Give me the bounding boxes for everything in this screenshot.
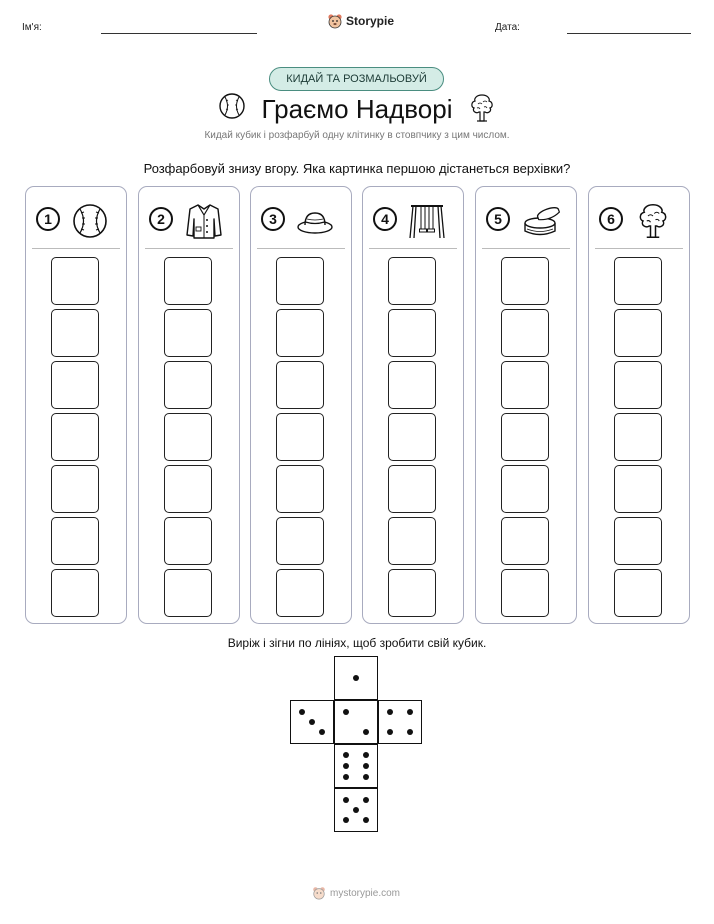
column-number: 1: [36, 207, 60, 231]
coloring-cell[interactable]: [501, 309, 549, 357]
coloring-cell[interactable]: [51, 517, 99, 565]
coloring-cell[interactable]: [51, 569, 99, 617]
coloring-cell[interactable]: [276, 361, 324, 409]
die-face-left: [290, 700, 334, 744]
pip: [363, 797, 369, 803]
coat-icon: [183, 201, 225, 241]
coloring-cell[interactable]: [51, 309, 99, 357]
column-number: 4: [373, 207, 397, 231]
column-6: [588, 186, 690, 624]
coloring-cell[interactable]: [164, 361, 212, 409]
instruction: Розфарбовуй знизу вгору. Яка картинка першою дістанеться верхівки?: [143, 161, 571, 176]
coloring-cell[interactable]: [51, 257, 99, 305]
die-face-top: [334, 656, 378, 700]
coloring-cell[interactable]: [501, 257, 549, 305]
baseball-icon: [70, 201, 110, 241]
coloring-cell[interactable]: [164, 309, 212, 357]
pip: [363, 817, 369, 823]
coloring-cell[interactable]: [388, 465, 436, 513]
coloring-cell[interactable]: [501, 517, 549, 565]
pip: [343, 709, 349, 715]
cut-instruction: Виріж і зігни по лініях, щоб зробити свій кубик.: [227, 636, 487, 650]
brand-name: Storypie: [346, 14, 395, 28]
die-face-center: [334, 700, 378, 744]
coloring-cell[interactable]: [614, 517, 662, 565]
pip: [363, 729, 369, 735]
coloring-cell[interactable]: [276, 517, 324, 565]
storypie-mascot-icon: [327, 13, 343, 29]
coloring-cell[interactable]: [276, 309, 324, 357]
pip: [319, 729, 325, 735]
coloring-cell[interactable]: [276, 257, 324, 305]
coloring-cell[interactable]: [276, 569, 324, 617]
pip: [299, 709, 305, 715]
sunscreen-jar-icon: [520, 201, 560, 241]
coloring-cell[interactable]: [51, 361, 99, 409]
pip: [387, 729, 393, 735]
coloring-cell[interactable]: [501, 413, 549, 461]
date-label: Дата:: [495, 22, 520, 33]
coloring-cell[interactable]: [614, 465, 662, 513]
die-face-lower: [334, 744, 378, 788]
pip: [353, 807, 359, 813]
column-number: 6: [599, 207, 623, 231]
coloring-cell[interactable]: [501, 465, 549, 513]
name-label: Ім'я:: [22, 22, 42, 33]
column-divider: [257, 248, 345, 249]
column-1: [25, 186, 127, 624]
coloring-cell[interactable]: [164, 569, 212, 617]
swing-icon: [407, 201, 447, 241]
coloring-cell[interactable]: [614, 309, 662, 357]
pip: [309, 719, 315, 725]
die-face-right: [378, 700, 422, 744]
column-number: 3: [261, 207, 285, 231]
footer-url: mystorypie.com: [330, 887, 401, 899]
coloring-cell[interactable]: [388, 413, 436, 461]
pip: [407, 729, 413, 735]
page-title: Граємо Надворі: [261, 94, 453, 124]
date-line: [567, 33, 691, 34]
coloring-cell[interactable]: [276, 413, 324, 461]
coloring-cell[interactable]: [501, 361, 549, 409]
coloring-cell[interactable]: [164, 413, 212, 461]
footer: [312, 886, 400, 900]
pip: [387, 709, 393, 715]
column-2: [138, 186, 240, 624]
coloring-cell[interactable]: [388, 517, 436, 565]
column-3: [250, 186, 352, 624]
coloring-cell[interactable]: [51, 413, 99, 461]
sun-hat-icon: [295, 201, 335, 241]
coloring-cell[interactable]: [388, 569, 436, 617]
coloring-cell[interactable]: [388, 309, 436, 357]
column-divider: [32, 248, 120, 249]
coloring-cell[interactable]: [614, 361, 662, 409]
tree-icon: [633, 201, 673, 241]
column-number: 5: [486, 207, 510, 231]
activity-badge: КИДАЙ ТА РОЗМАЛЬОВУЙ: [269, 67, 444, 91]
die-face-bottom: [334, 788, 378, 832]
pip: [407, 709, 413, 715]
pip: [353, 675, 359, 681]
column-5: [475, 186, 577, 624]
coloring-cell[interactable]: [501, 569, 549, 617]
coloring-cell[interactable]: [164, 465, 212, 513]
column-divider: [595, 248, 683, 249]
column-divider: [482, 248, 570, 249]
coloring-cell[interactable]: [614, 413, 662, 461]
coloring-cell[interactable]: [164, 517, 212, 565]
tree-icon: [466, 92, 498, 124]
name-line: [101, 33, 257, 34]
coloring-cell[interactable]: [164, 257, 212, 305]
coloring-cell[interactable]: [388, 361, 436, 409]
pip: [343, 774, 349, 780]
pip: [363, 774, 369, 780]
coloring-cell[interactable]: [614, 569, 662, 617]
subtitle: Кидай кубик і розфарбуй одну клітинку в стовпчику з цим числом.: [204, 130, 510, 141]
pip: [343, 817, 349, 823]
brand-logo: [327, 13, 394, 29]
column-divider: [145, 248, 233, 249]
column-4: [362, 186, 464, 624]
pip: [363, 752, 369, 758]
pip: [343, 763, 349, 769]
coloring-cell[interactable]: [276, 465, 324, 513]
pip: [343, 797, 349, 803]
column-number: 2: [149, 207, 173, 231]
storypie-mascot-icon: [312, 886, 326, 900]
pip: [363, 763, 369, 769]
coloring-cell[interactable]: [614, 257, 662, 305]
coloring-cell[interactable]: [51, 465, 99, 513]
column-divider: [369, 248, 457, 249]
coloring-cell[interactable]: [388, 257, 436, 305]
pip: [343, 752, 349, 758]
